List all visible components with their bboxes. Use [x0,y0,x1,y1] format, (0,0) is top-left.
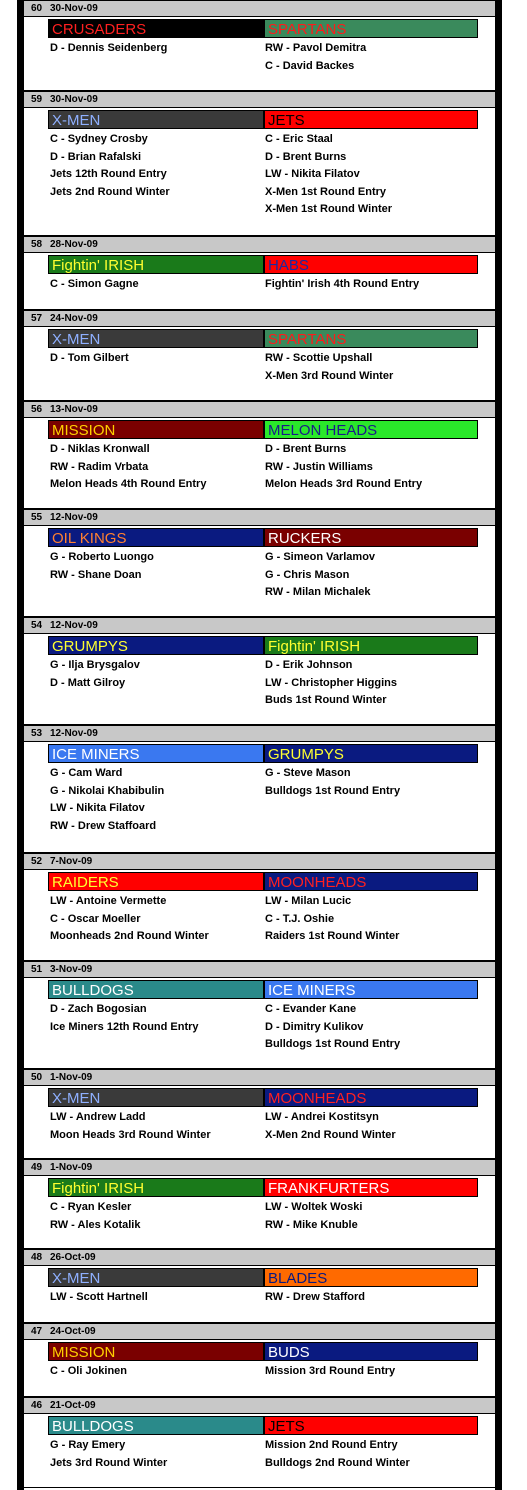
trade-asset: RW - Mike Knuble [265,1218,358,1231]
trade-asset: LW - Andrei Kostitsyn [265,1111,379,1123]
trade-date: 12-Nov-09 [50,728,98,739]
trade-header [24,310,495,327]
team-name-b: HABS [264,255,478,274]
trade-entry [24,725,495,853]
trade-assets-a [50,1437,167,1472]
trade-number: 47 [31,1326,43,1337]
trade-entry [24,0,495,91]
trade-asset: RW - Drew Stafford [265,1291,366,1303]
trade-assets-b [265,549,375,602]
trade-assets-a [50,1363,127,1381]
trade-number: 53 [31,728,43,739]
trade-asset: RW - Radim Vrbata [50,460,149,473]
team-name-a: BULLDOGS [48,980,264,999]
trade-asset: X-Men 1st Round Entry [265,185,387,198]
trade-asset: Jets 2nd Round Winter [50,185,170,198]
team-name-a: Fightin' IRISH [48,1178,264,1197]
team-name-b: MOONHEADS [264,872,478,891]
trade-assets-b [265,1001,400,1054]
trade-entry [24,853,495,961]
trade-asset: D - Brent Burns [265,150,347,163]
trade-entry [24,1069,495,1159]
team-name-a: MISSION [48,420,264,439]
trade-asset: X-Men 2nd Round Winter [265,1128,396,1141]
trade-entry [24,961,495,1069]
trade-number: 57 [31,313,43,324]
trade-entry [24,91,495,236]
trade-asset: RW - Scottie Upshall [265,352,373,364]
team-name-b: SPARTANS [264,329,478,348]
trade-assets-a [50,276,139,294]
team-name-a: X-MEN [48,329,264,348]
team-name-b: MELON HEADS [264,420,478,439]
team-name-a: ICE MINERS [48,744,264,763]
trade-number: 55 [31,512,43,523]
trade-asset: Mission 2nd Round Entry [265,1439,398,1451]
trade-asset: RW - Drew Staffoard [50,819,157,832]
trade-number: 50 [31,1072,43,1083]
trade-asset: Bulldogs 1st Round Entry [265,784,401,797]
trade-asset: G - Cam Ward [50,767,123,779]
trade-assets-a [50,1109,211,1144]
trade-asset: C - Simon Gagne [50,278,139,290]
trade-date: 12-Nov-09 [50,620,98,631]
trade-asset: G - Simeon Varlamov [265,551,376,563]
trade-asset: X-Men 3rd Round Winter [265,369,394,382]
trade-asset: Bulldogs 2nd Round Winter [265,1456,410,1469]
trade-entry [24,401,495,509]
trade-asset: LW - Woltek Woski [265,1201,363,1213]
trade-asset: G - Nikolai Khabibulin [50,784,165,797]
trade-asset: D - Zach Bogosian [50,1003,147,1015]
team-name-b: Fightin' IRISH [264,636,478,655]
trade-number: 59 [31,94,43,105]
trade-assets-b [265,1199,362,1234]
team-name-a: CRUSADERS [48,19,264,38]
trade-asset: LW - Nikita Filatov [50,802,145,814]
trade-date: 28-Nov-09 [50,239,98,250]
trade-header [24,961,495,978]
trade-entry [24,310,495,401]
trade-asset: X-Men 1st Round Winter [265,203,393,215]
team-name-a: X-MEN [48,1088,264,1107]
trade-number: 46 [31,1400,43,1411]
trade-asset: C - David Backes [265,59,355,72]
trade-assets-a [50,1001,199,1036]
trade-asset: D - Niklas Kronwall [50,443,150,455]
trade-asset: D - Tom Gilbert [50,352,129,364]
team-name-b: BUDS [264,1342,478,1361]
trade-asset: RW - Pavol Demitra [265,42,367,54]
trade-date: 30-Nov-09 [50,3,98,14]
trade-date: 24-Oct-09 [50,1326,96,1337]
trade-assets-a [50,1199,140,1234]
team-name-a: X-MEN [48,110,264,129]
team-name-a: GRUMPYS [48,636,264,655]
trade-date: 12-Nov-09 [50,512,98,523]
trade-asset: G - Chris Mason [265,568,350,581]
trade-header [24,1323,495,1340]
team-name-a: Fightin' IRISH [48,255,264,274]
trade-entry [24,509,495,617]
trade-asset: RW - Ales Kotalik [50,1218,141,1231]
team-name-b: SPARTANS [264,19,478,38]
trade-header [24,725,495,742]
trade-asset: C - Ryan Kesler [50,1201,132,1213]
trade-asset: LW - Milan Lucic [265,895,352,907]
trade-asset: D - Erik Johnson [265,659,353,671]
trade-asset: Raiders 1st Round Winter [265,930,400,942]
trade-asset: LW - Nikita Filatov [265,168,360,180]
trade-asset: G - Ray Emery [50,1439,126,1451]
team-name-a: BULLDOGS [48,1416,264,1435]
trade-assets-a [50,893,209,946]
trade-asset: C - Oli Jokinen [50,1365,128,1377]
trade-assets-a [50,765,164,835]
trade-number: 56 [31,404,43,415]
trade-assets-b [265,441,422,494]
trade-assets-b [265,1289,365,1307]
trade-assets-b [265,765,400,800]
trade-asset: D - Brian Rafalski [50,150,142,163]
trade-asset: C - Evander Kane [265,1003,357,1015]
team-name-a: MISSION [48,1342,264,1361]
trade-entry [24,617,495,725]
trade-asset: RW - Shane Doan [50,568,142,581]
trade-asset: D - Dennis Seidenberg [50,42,168,54]
trade-asset: D - Dimitry Kulikov [265,1020,364,1033]
trade-header [24,509,495,526]
trade-header [24,236,495,253]
team-name-b: FRANKFURTERS [264,1178,478,1197]
trade-date: 1-Nov-09 [50,1072,93,1083]
trade-entry [24,1249,495,1323]
trade-asset: Melon Heads 4th Round Entry [50,478,207,490]
trade-header [24,91,495,108]
trade-assets-b [265,40,366,75]
trade-assets-a [50,657,140,692]
trade-header [24,1069,495,1086]
team-name-a: OIL KINGS [48,528,264,547]
trade-assets-b [265,893,399,946]
trade-assets-a [50,131,170,201]
trade-assets-b [265,131,392,219]
trade-log [17,0,502,1490]
trade-number: 58 [31,239,43,250]
trade-asset: C - T.J. Oshie [265,912,335,925]
trade-assets-a [50,549,154,584]
trade-asset: G - Steve Mason [265,767,351,779]
trade-asset: RW - Milan Michalek [265,586,371,598]
trade-date: 13-Nov-09 [50,404,98,415]
trade-number: 49 [31,1162,43,1173]
trade-asset: Melon Heads 3rd Round Entry [265,478,423,490]
trade-date: 21-Oct-09 [50,1400,96,1411]
trade-asset: Moon Heads 3rd Round Winter [50,1128,211,1141]
trade-date: 1-Nov-09 [50,1162,93,1173]
trade-asset: Mission 3rd Round Entry [265,1365,396,1377]
trade-date: 7-Nov-09 [50,856,93,867]
trade-header [24,0,495,17]
trade-asset: D - Brent Burns [265,443,347,455]
trade-asset: G - Ilja Brysgalov [50,659,140,671]
team-name-b: GRUMPYS [264,744,478,763]
trade-asset: Jets 3rd Round Winter [50,1456,168,1469]
trade-asset: C - Oscar Moeller [50,912,141,925]
trade-number: 60 [31,3,43,14]
trade-asset: Buds 1st Round Winter [265,694,387,706]
trade-asset: LW - Antoine Vermette [50,895,167,907]
team-name-a: RAIDERS [48,872,264,891]
trade-assets-b [265,350,393,385]
trade-asset: D - Matt Gilroy [50,676,126,689]
trade-number: 48 [31,1252,43,1263]
team-name-a: X-MEN [48,1268,264,1287]
trade-date: 24-Nov-09 [50,313,98,324]
trade-number: 52 [31,856,43,867]
trade-asset: Fightin' Irish 4th Round Entry [265,278,420,290]
trade-asset: Ice Miners 12th Round Entry [50,1020,199,1033]
trade-assets-b [265,657,397,710]
trade-asset: Bulldogs 1st Round Entry [265,1038,401,1050]
trade-number: 51 [31,964,43,975]
team-name-b: MOONHEADS [264,1088,478,1107]
trade-number: 54 [31,620,43,631]
trade-entry [24,1397,495,1488]
trade-header [24,617,495,634]
trade-assets-b [265,1363,395,1381]
trade-entry [24,236,495,310]
trade-date: 26-Oct-09 [50,1252,96,1263]
trade-asset: G - Roberto Luongo [50,551,154,563]
trade-entry [24,1323,495,1397]
trade-asset: RW - Justin Williams [265,460,373,473]
trade-header [24,401,495,418]
team-name-b: JETS [264,110,478,129]
trade-asset: LW - Andrew Ladd [50,1111,146,1123]
team-name-b: BLADES [264,1268,478,1287]
trade-assets-a [50,1289,148,1307]
trade-assets-b [265,276,419,294]
trade-assets-a [50,441,206,494]
trade-assets-a [50,40,167,58]
trade-assets-b [265,1109,396,1144]
trade-asset: LW - Scott Hartnell [50,1291,148,1303]
trade-header [24,1159,495,1176]
team-name-b: RUCKERS [264,528,478,547]
team-name-b: ICE MINERS [264,980,478,999]
trade-assets-b [265,1437,410,1472]
trade-header [24,853,495,870]
trade-assets-a [50,350,129,368]
trade-asset: Moonheads 2nd Round Winter [50,930,209,942]
team-name-b: JETS [264,1416,478,1435]
trade-asset: C - Sydney Crosby [50,133,148,145]
trade-asset: LW - Christopher Higgins [265,676,397,689]
trade-asset: Jets 12th Round Entry [50,168,167,180]
trade-header [24,1397,495,1414]
trade-entry [24,1159,495,1249]
trade-header [24,1249,495,1266]
trade-date: 30-Nov-09 [50,94,98,105]
trade-asset: C - Eric Staal [265,133,333,145]
trade-date: 3-Nov-09 [50,964,93,975]
